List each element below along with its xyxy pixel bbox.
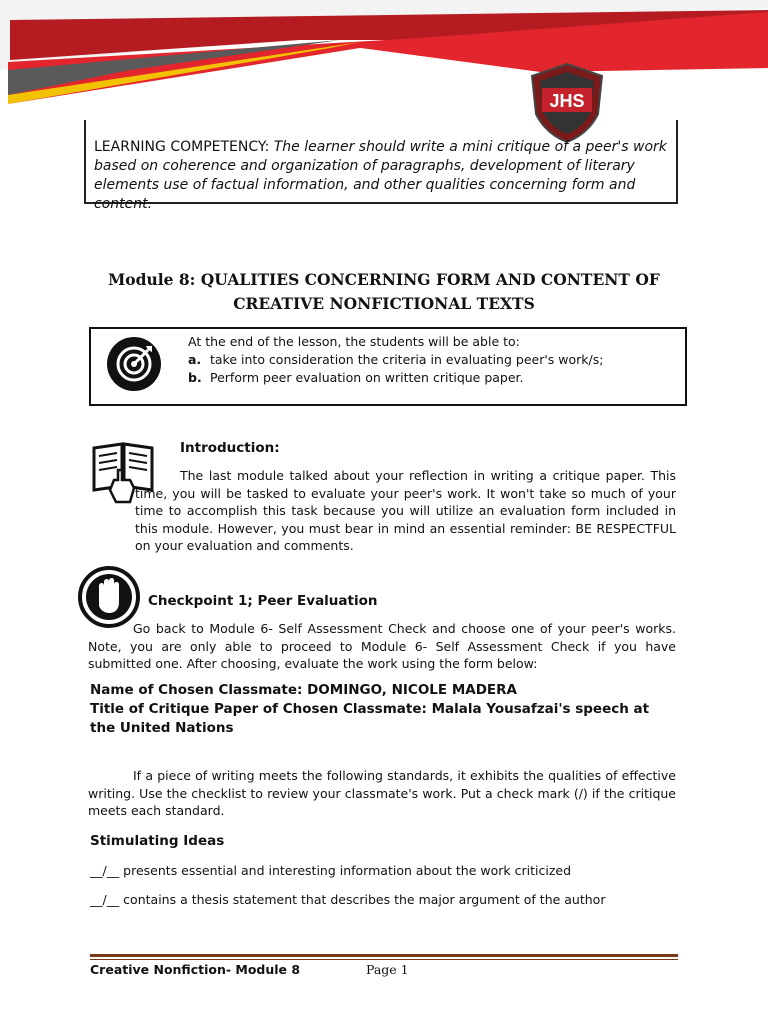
footer-module-label: Creative Nonfiction- Module 8 [90, 962, 301, 977]
classmate-name: Name of Chosen Classmate: DOMINGO, NICOLE MADERA [90, 682, 517, 698]
module-title [60, 268, 708, 316]
learning-competency-box [84, 120, 678, 212]
stop-hand-icon [78, 566, 140, 628]
objectives-text [188, 333, 678, 387]
objective-text: take into consideration the criteria in evaluating peer's work/s; [210, 352, 604, 367]
standards-text: If a piece of writing meets the following standards, it exhibits the qualities of effective writing. Use the checklist to review your classmate's work. Put a check mark (/) if the critique meets each standard. [88, 768, 676, 818]
module-title-line1: : QUALITIES CONCERNING FORM AND CONTENT OF [189, 270, 660, 289]
footer-rule [90, 959, 678, 960]
target-icon [106, 336, 162, 392]
objective-marker: a. [188, 352, 202, 367]
objective-item [188, 369, 678, 387]
header-banner [0, 0, 768, 125]
page-number: Page 1 [366, 962, 409, 977]
footer-rule [90, 954, 678, 957]
objectives-intro: At the end of the lesson, the students will be able to: [188, 334, 520, 349]
checklist-item: __/__ contains a thesis statement that describes the major argument of the author [90, 892, 606, 907]
module-title-line2: CREATIVE NONFICTIONAL TEXTS [233, 294, 535, 313]
introduction-text: The last module talked about your reflection in writing a critique paper. This time, you will be tasked to evaluate your peer's work. It won't take so much of your time to accomplish this task because you will utilize an evaluation form included in this module. However, you must bear in mind an essential reminder: BE RESPECTFUL on your evaluation and comments. [135, 468, 676, 553]
module-prefix: Module 8 [108, 270, 190, 289]
introduction-heading: Introduction: [180, 440, 280, 456]
stimulating-heading: Stimulating Ideas [90, 833, 225, 849]
checkpoint-heading: Checkpoint 1; Peer Evaluation [148, 593, 378, 609]
logo-text: JHS [549, 91, 585, 111]
checklist-item: __/__ presents essential and interesting information about the work criticized [90, 863, 571, 878]
competency-body: The learner should write a mini critique of a peer's work based on coherence and organization of paragraphs, development of literary elements use of factual information, and other qualities concerning form and content. [94, 139, 667, 212]
competency-lead: LEARNING COMPETENCY: [94, 139, 274, 155]
objective-marker: b. [188, 370, 202, 385]
checkpoint-text: Go back to Module 6- Self Assessment Check and choose one of your peer's works. Note, you are only able to proceed to Module 6- Self Assessment Check if you have submitted one. After choosing, evaluate the work using the form below: [88, 621, 676, 671]
critique-title: Title of Critique Paper of Chosen Classmate: Malala Yousafzai's speech at the United Nations [90, 701, 650, 736]
objective-item [188, 351, 678, 369]
objective-text: Perform peer evaluation on written critique paper. [210, 370, 524, 385]
